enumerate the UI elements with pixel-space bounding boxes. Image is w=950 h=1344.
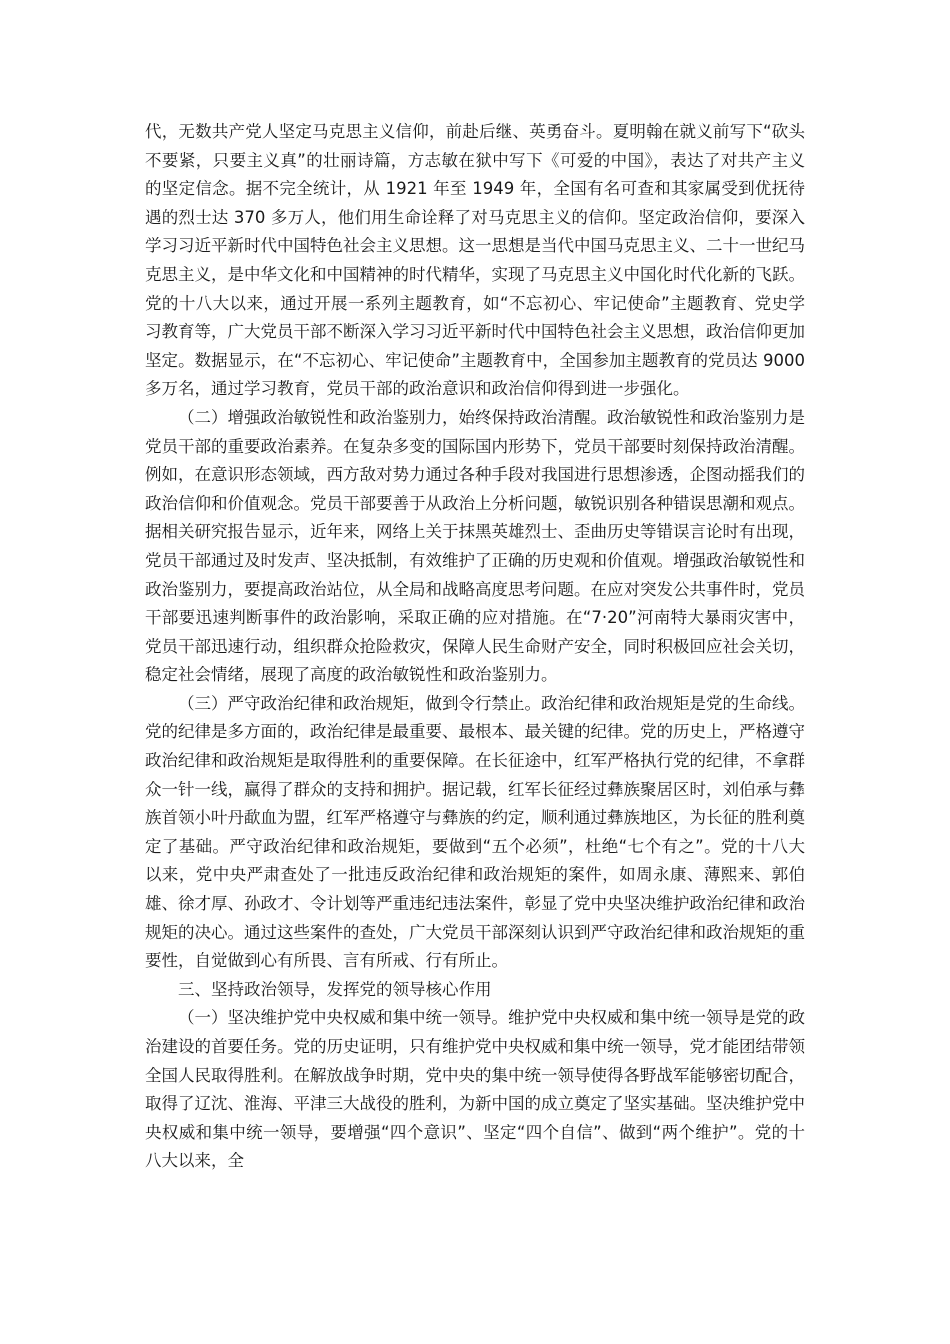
document-body: [145, 118, 805, 1176]
paragraph-political-sensitivity: （二）增强政治敏锐性和政治鉴别力，始终保持政治清醒。政治敏锐性和政治鉴别力是党员干部的重要政治素养。在复杂多变的国际国内形势下，党员干部要时刻保持政治清醒。例如，在意识形态领域，西方敌对势力通过各种手段对我国进行思想渗透，企图动摇我们的政治信仰和价值观念。党员干部要善于从政治上分析问题，敏锐识别各种错误思潮和观点。据相关研究报告显示，近年来，网络上关于抹黑英雄烈士、歪曲历史等错误言论时有出现，党员干部通过及时发声、坚决抵制，有效维护了正确的历史观和价值观。增强政治敏锐性和政治鉴别力，要提高政治站位，从全局和战略高度思考问题。在应对突发公共事件时，党员干部要迅速判断事件的政治影响，采取正确的应对措施。在“7·20”河南特大暴雨灾害中，党员干部迅速行动，组织群众抢险救灾，保障人民生命财产安全，同时积极回应社会关切，稳定社会情绪，展现了高度的政治敏锐性和政治鉴别力。: [145, 407, 805, 685]
paragraph-central-authority: （一）坚决维护党中央权威和集中统一领导。维护党中央权威和集中统一领导是党的政治建设的首要任务。党的历史证明，只有维护党中央权威和集中统一领导，党才能团结带领全国人民取得胜利。在解放战争时期，党中央的集中统一领导使得各野战军能够密切配合，取得了辽沈、淮海、平津三大战役的胜利，为新中国的成立奠定了坚实基础。坚决维护党中央权威和集中统一领导，要增强“四个意识”、坚定“四个自信”、做到“两个维护”。党的十八大以来，全: [145, 1008, 805, 1171]
paragraph-political-discipline: （三）严守政治纪律和政治规矩，做到令行禁止。政治纪律和政治规矩是党的生命线。党的纪律是多方面的，政治纪律是最重要、最根本、最关键的纪律。党的历史上，严格遵守政治纪律和政治规矩是取得胜利的重要保障。在长征途中，红军严格执行党的纪律，不拿群众一针一线，赢得了群众的支持和拥护。据记载，红军长征经过彝族聚居区时，刘伯承与彝族首领小叶丹歃血为盟，红军严格遵守与彝族的约定，顺利通过彝族地区，为长征的胜利奠定了基础。严守政治纪律和政治规矩，要做到“五个必须”，杜绝“七个有之”。党的十八大以来，党中央严肃查处了一批违反政治纪律和政治规矩的案件，如周永康、薄熙来、郭伯雄、徐才厚、孙政才、令计划等严重违纪违法案件，彰显了党中央坚决维护政治纪律和政治规矩的决心。通过这些案件的查处，广大党员干部深刻认识到严守政治纪律和政治规矩的重要性，自觉做到心有所畏、言有所戒、行有所止。: [145, 693, 805, 971]
paragraph-political-belief: 代，无数共产党人坚定马克思主义信仰，前赴后继、英勇奋斗。夏明翰在就义前写下“砍头不要紧，只要主义真”的壮丽诗篇，方志敏在狱中写下《可爱的中国》，表达了对共产主义的坚定信念。据不完全统计，从 1921 年至 1949 年，全国有名可查和其家属受到优抚待遇的烈士达 370 多万人，他们用生命诠释了对马克思主义的信仰。坚定政治信仰，要深入学习习近平新时代中国特色社会主义思想。这一思想是当代中国马克思主义、二十一世纪马克思主义，是中华文化和中国精神的时代精华，实现了马克思主义中国化时代化新的飞跃。党的十八大以来，通过开展一系列主题教育，如“不忘初心、牢记使命”主题教育、党史学习教育等，广大党员干部不断深入学习习近平新时代中国特色社会主义思想，政治信仰更加坚定。数据显示，在“不忘初心、牢记使命”主题教育中，全国参加主题教育的党员达 9000 多万名，通过学习教育，党员干部的政治意识和政治信仰得到进一步强化。: [145, 122, 805, 399]
section-heading-political-leadership: 三、坚持政治领导，发挥党的领导核心作用: [178, 979, 492, 999]
